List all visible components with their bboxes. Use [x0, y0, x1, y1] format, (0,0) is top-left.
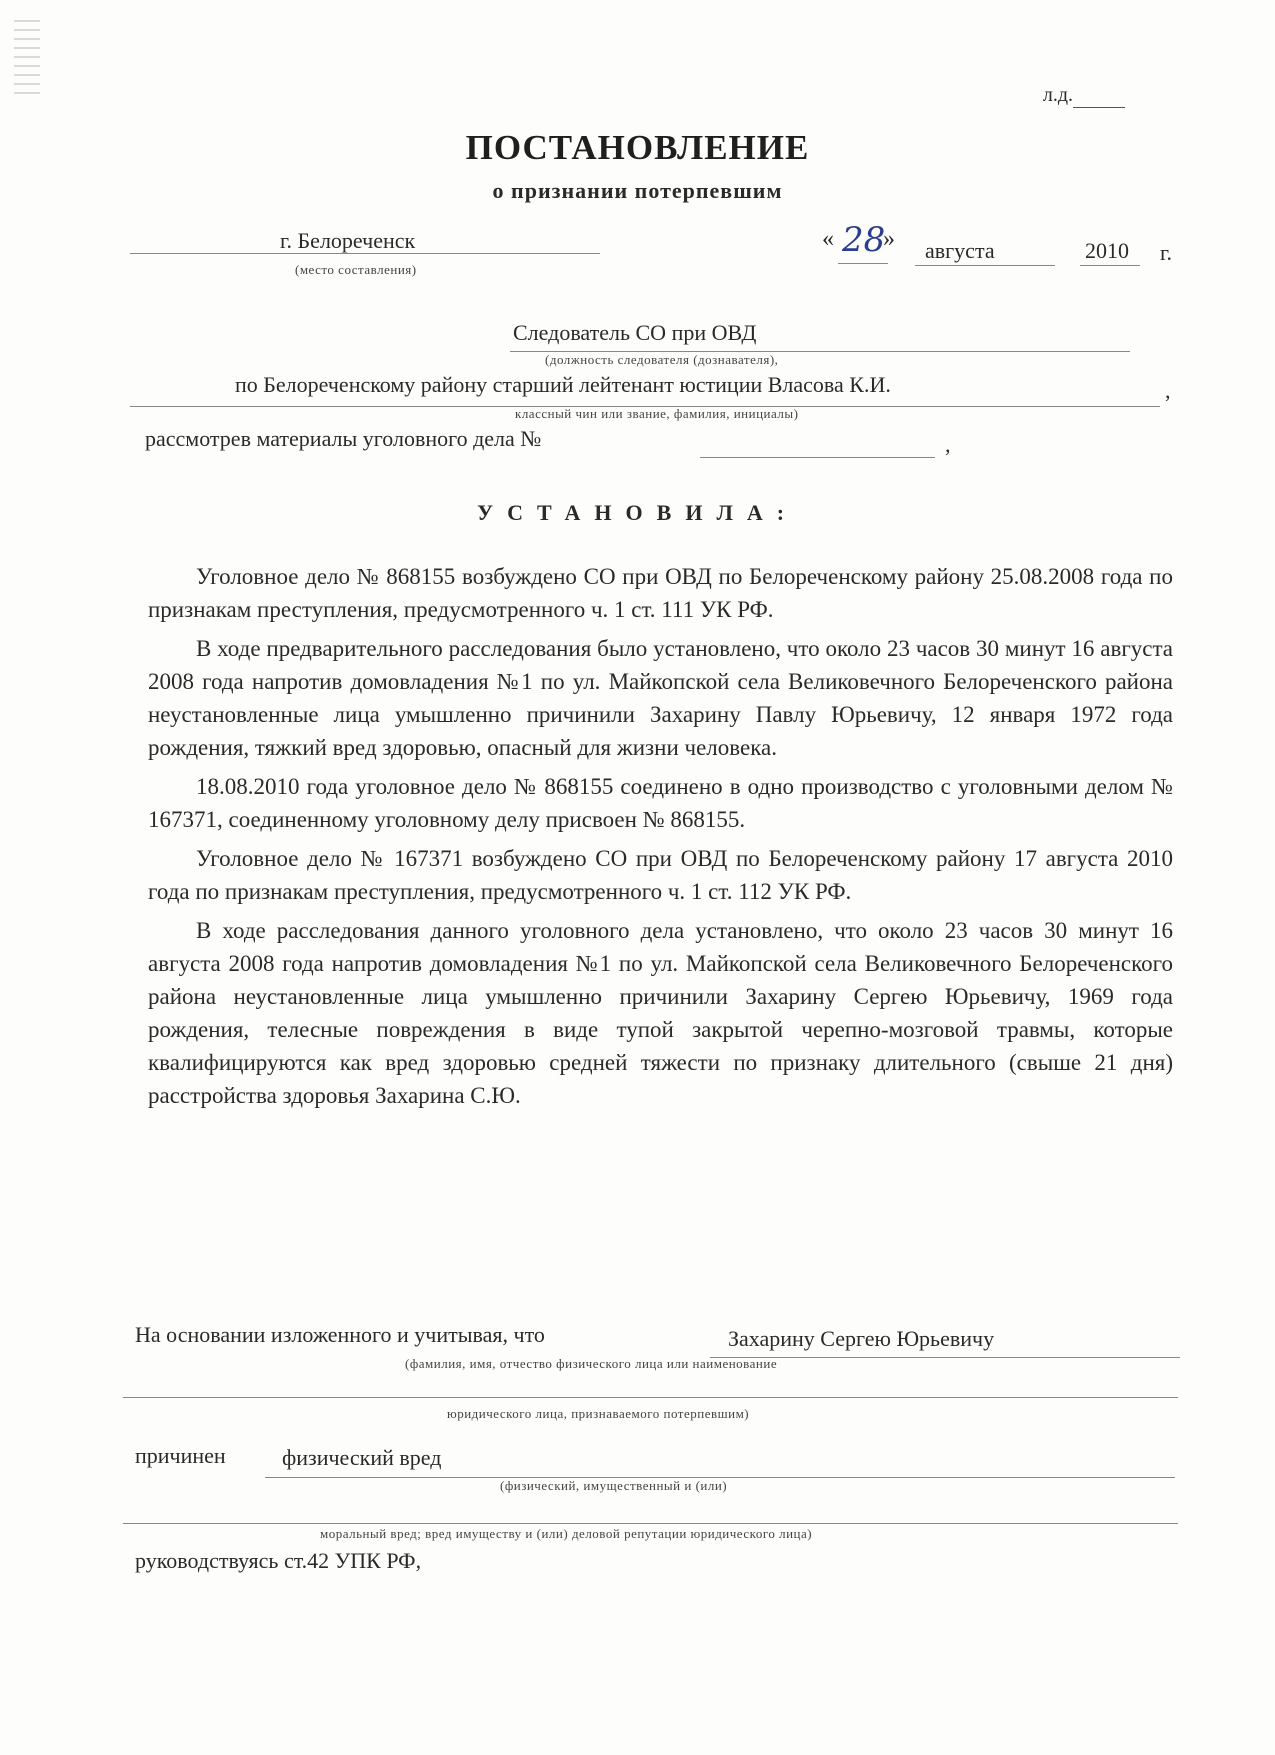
date-suffix: г. — [1160, 240, 1173, 265]
case-page-field — [1043, 84, 1125, 108]
basis-text: На основании изложенного и учитывая, что — [135, 1322, 545, 1347]
victim-line — [710, 1356, 1180, 1358]
established-heading: УСТАНОВИЛА: — [476, 500, 799, 525]
day-line — [838, 262, 888, 264]
harm-line-2 — [123, 1522, 1178, 1524]
harm-caption: (физический, имущественный и (или) — [500, 1478, 728, 1493]
name-caption: классный чин или звание, фамилия, инициалы) — [515, 406, 799, 421]
date-open-quote: « — [822, 226, 834, 252]
investigator-comma: , — [1165, 378, 1171, 403]
harm-caption-2: моральный вред; вред имуществу и (или) деловой репутации юридического лица) — [320, 1526, 813, 1541]
place-value: г. Белореченск — [280, 228, 416, 253]
paragraph: Уголовное дело № 167371 возбуждено СО при ОВД по Белореченскому району 17 августа 2010 года по признакам преступления, предусмотренного ч. 1 ст. 112 УК РФ. — [148, 846, 1173, 904]
victim-line-2 — [123, 1396, 1178, 1398]
materials-text: рассмотрев материалы уголовного дела № — [145, 426, 542, 451]
paragraph: 18.08.2010 года уголовное дело № 868155 соединено в одно производство с уголовными делом № 167371, соединенному уголовному делу присвоен № 868155. — [148, 774, 1173, 832]
position-caption: (должность следователя (дознавателя), — [545, 352, 779, 367]
date-month: августа — [925, 238, 995, 263]
harm-label: причинен — [135, 1443, 226, 1468]
materials-end: , — [945, 432, 951, 457]
case-page-label: л.д. — [1042, 84, 1073, 106]
scan-artifact — [14, 20, 40, 100]
harm-value: физический вред — [282, 1445, 442, 1470]
paragraph: Уголовное дело № 868155 возбуждено СО при ОВД по Белореченскому району 25.08.2008 года по признакам преступления, предусмотренного ч. 1 ст. 111 УК РФ. — [148, 564, 1173, 622]
year-line — [1080, 264, 1140, 266]
place-caption: (место составления) — [295, 262, 417, 277]
paragraph: В ходе расследования данного уголовного дела установлено, что около 23 часов 30 минут 16 августа 2008 года напротив домовладения №1 по ул. Майкопской села Великовечного Белореченского района неустановленные лица умышленно причинили Захарину Сергею Юрьевичу, 1969 года рождения, телесные повреждения в виде тупой закрытой черепно-мозговой травмы, которые квалифицируются как вред здоровью средней тяжести по признаку длительного (свыше 21 дня) расстройства здоровья Захарина С.Ю. — [148, 918, 1173, 1108]
victim-caption: (фамилия, имя, отчество физического лица или наименование — [405, 1356, 778, 1371]
case-number-line — [700, 456, 935, 458]
investigator-position: Следователь СО при ОВД — [513, 320, 757, 345]
month-line — [915, 264, 1055, 266]
document-title: ПОСТАНОВЛЕНИЕ — [465, 128, 810, 167]
date-day: 28 — [842, 220, 886, 260]
investigator-name: по Белореченскому району старший лейтенант юстиции Власова К.И. — [235, 372, 891, 397]
document-subtitle: о признании потерпевшим — [492, 178, 783, 203]
guided-text: руководствуясь ст.42 УПК РФ, — [135, 1548, 422, 1573]
date-year: 2010 — [1085, 238, 1129, 263]
paragraph: В ходе предварительного расследования было установлено, что около 23 часов 30 минут 16 августа 2008 года напротив домовладения №1 по ул. Майкопской села Великовечного Белореченского района неустановленные лица умышленно причинили Захарину Павлу Юрьевичу, 12 января 1972 года рождения, тяжкий вред здоровью, опасный для жизни человека. — [148, 636, 1173, 760]
victim-name: Захарину Сергею Юрьевичу — [728, 1326, 995, 1351]
body-text — [148, 560, 1173, 1118]
victim-caption-2: юридического лица, признаваемого потерпевшим) — [447, 1406, 750, 1421]
case-page-blank — [1073, 84, 1125, 108]
date-close-quote: » — [883, 226, 895, 252]
